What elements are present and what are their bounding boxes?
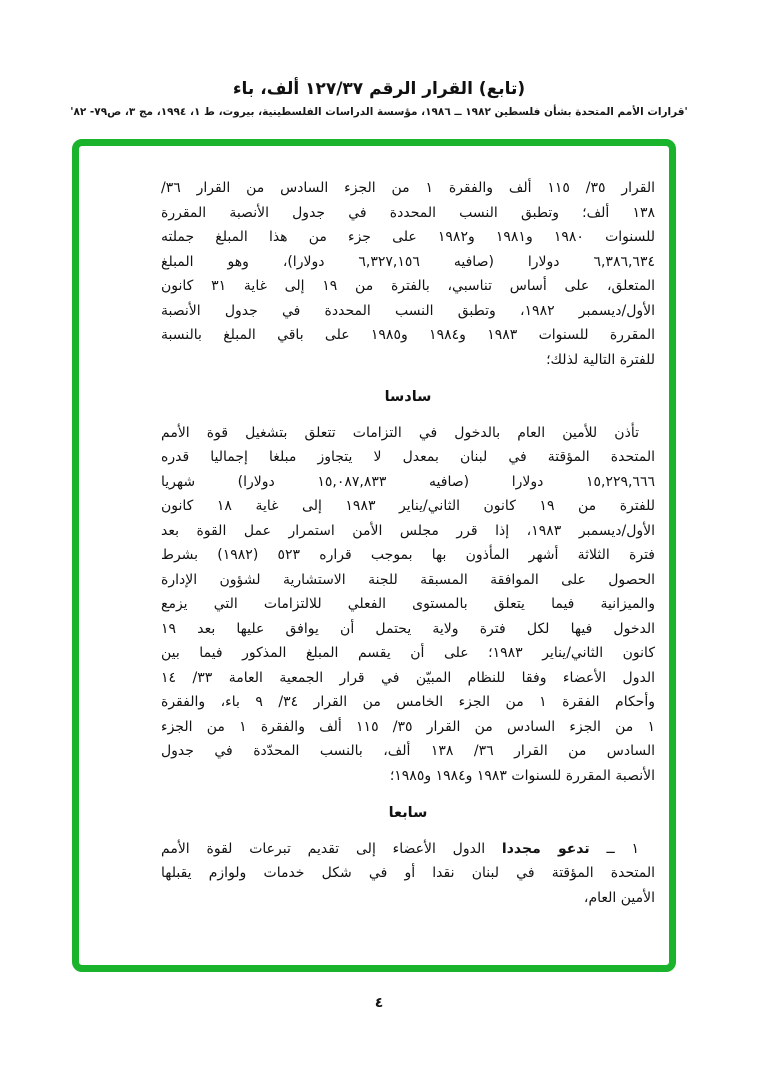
text-segment: فترة الثلاثة أشهر المأذون بها بموجب قراره ٥٢٣ (١٩٨٢) بشرط: [161, 547, 655, 563]
document-source-line: 'قرارات الأمم المتحدة بشأن فلسطين ١٩٨٢ ــ ١٩٨٦، مؤسسة الدراسات الفلسطينية، بيروت، ط ١، ١٩٩٤، مج ٣، ص٧٩- ٨٢': [70, 106, 688, 118]
text-segment: للفترة من ١٩ كانون الثاني/يناير ١٩٨٣ إلى غاية ١٨ كانون: [161, 498, 655, 514]
text-line: [161, 861, 655, 886]
text-line: [161, 250, 655, 275]
text-line: [161, 739, 655, 764]
text-segment: المتحدة المؤقتة في لبنان بمعدل لا يتجاوز مبلغا إجماليا قدره: [161, 449, 655, 465]
section-heading: سابعا: [388, 805, 428, 821]
text-line: [161, 764, 655, 789]
text-segment: الأنصبة المقررة للسنوات ١٩٨٣ و١٩٨٤ و١٩٨٥؛: [389, 767, 655, 784]
text-segment: السادس من القرار ٣٦/ ١٣٨ ألف، بالنسب المحدّدة في جدول: [161, 743, 656, 759]
text-segment: ١ من الجزء السادس من القرار ٣٥/ ١١٥ ألف والفقرة ١ من الجزء: [161, 718, 656, 735]
text-segment: ١٣٨ ألف؛ وتطبق النسب المحددة في جدول الأنصبة المقررة: [161, 204, 655, 221]
text-line: [161, 323, 655, 348]
text-line: [161, 666, 655, 691]
text-segment: تأذن للأمين العام بالدخول في التزامات تتعلق بتشغيل قوة الأمم: [161, 424, 639, 441]
text-line: [161, 299, 655, 324]
text-segment: للسنوات ١٩٨٠ و١٩٨١ و١٩٨٢ على جزء من هذا المبلغ جملته: [161, 229, 655, 245]
text-segment: ١ ــ: [589, 840, 640, 857]
text-segment: ٦,٣٨٦,٦٣٤ دولارا (صافيه ٦,٣٢٧,١٥٦ دولارا)، وهو المبلغ: [161, 253, 655, 270]
text-segment: للفترة التالية لذلك؛: [546, 351, 655, 368]
paragraph: [161, 421, 655, 789]
text-line: [161, 837, 655, 862]
document-body: [161, 176, 655, 910]
paragraph: [161, 176, 655, 372]
text-line: [161, 519, 655, 544]
text-line: [161, 886, 655, 911]
text-line: [161, 421, 655, 446]
text-line: [161, 494, 655, 519]
section-heading: سادسا: [384, 389, 432, 405]
text-line: [161, 641, 655, 666]
text-line: [161, 543, 655, 568]
text-segment: المتحدة المؤقتة في لبنان نقدا أو في شكل خدمات ولوازم يقبلها: [161, 865, 655, 881]
text-line: [161, 715, 655, 740]
text-segment: الأول/ديسمبر ١٩٨٣، إذا قرر مجلس الأمن استمرار عمل القوة بعد: [161, 522, 656, 539]
text-segment: كانون الثاني/يناير ١٩٨٣؛ على أن يقسم المبلغ المذكور فيما بين: [161, 645, 655, 661]
text-segment: ١٥,٢٢٩,٦٦٦ دولارا (صافيه ١٥,٠٨٧,٨٣٣ دولارا) شهريا: [161, 473, 655, 490]
text-line: [161, 274, 655, 299]
text-line: [161, 201, 655, 226]
text-line: [161, 445, 655, 470]
text-segment: الحصول على الموافقة المسبقة للجنة الاستشارية لشؤون الإدارة: [161, 571, 655, 588]
text-line: [161, 568, 655, 593]
page-number: ٤: [374, 995, 384, 1011]
text-line: [161, 225, 655, 250]
text-line: [161, 470, 655, 495]
text-segment: والميزانية فيما يتعلق بالمستوى الفعلي للالتزامات التي يزمع: [161, 596, 655, 612]
document-title: (تابع) القرار الرقم ١٢٧/٣٧ ألف، باء: [232, 79, 526, 99]
text-segment: الدول الأعضاء وفقا للنظام المبيّن في قرار الجمعية العامة ٣٣/ ١٤: [161, 669, 655, 686]
text-line: [161, 176, 655, 201]
text-segment: وأحكام الفقرة ١ من الجزء الخامس من القرار ٣٤/ ٩ باء، والفقرة: [161, 694, 655, 710]
paragraph: [161, 837, 655, 911]
text-segment: الدخول فيها لكل فترة ولاية يحتمل أن يوافق عليها بعد ١٩: [161, 620, 655, 637]
text-segment: الأول/ديسمبر ١٩٨٢، وتطبق النسب المحددة في جدول الأنصبة: [161, 302, 655, 319]
text-line: [161, 690, 655, 715]
text-segment: المتعلق، على أساس تناسبي، بالفترة من ١٩ إلى غاية ٣١ كانون: [161, 278, 656, 294]
text-segment: المقررة للسنوات ١٩٨٣ و١٩٨٤ و١٩٨٥ على باقي المبلغ بالنسبة: [161, 327, 655, 343]
document-header: [0, 78, 758, 119]
text-segment: القرار ٣٥/ ١١٥ ألف والفقرة ١ من الجزء السادس من القرار ٣٦/: [161, 180, 655, 196]
text-line: [161, 348, 655, 373]
text-line: [161, 592, 655, 617]
text-segment: تدعو مجددا: [501, 840, 590, 857]
text-segment: الأمين العام،: [583, 889, 655, 906]
text-line: [161, 617, 655, 642]
text-segment: الدول الأعضاء إلى تقديم تبرعات لقوة الأمم: [161, 840, 502, 857]
